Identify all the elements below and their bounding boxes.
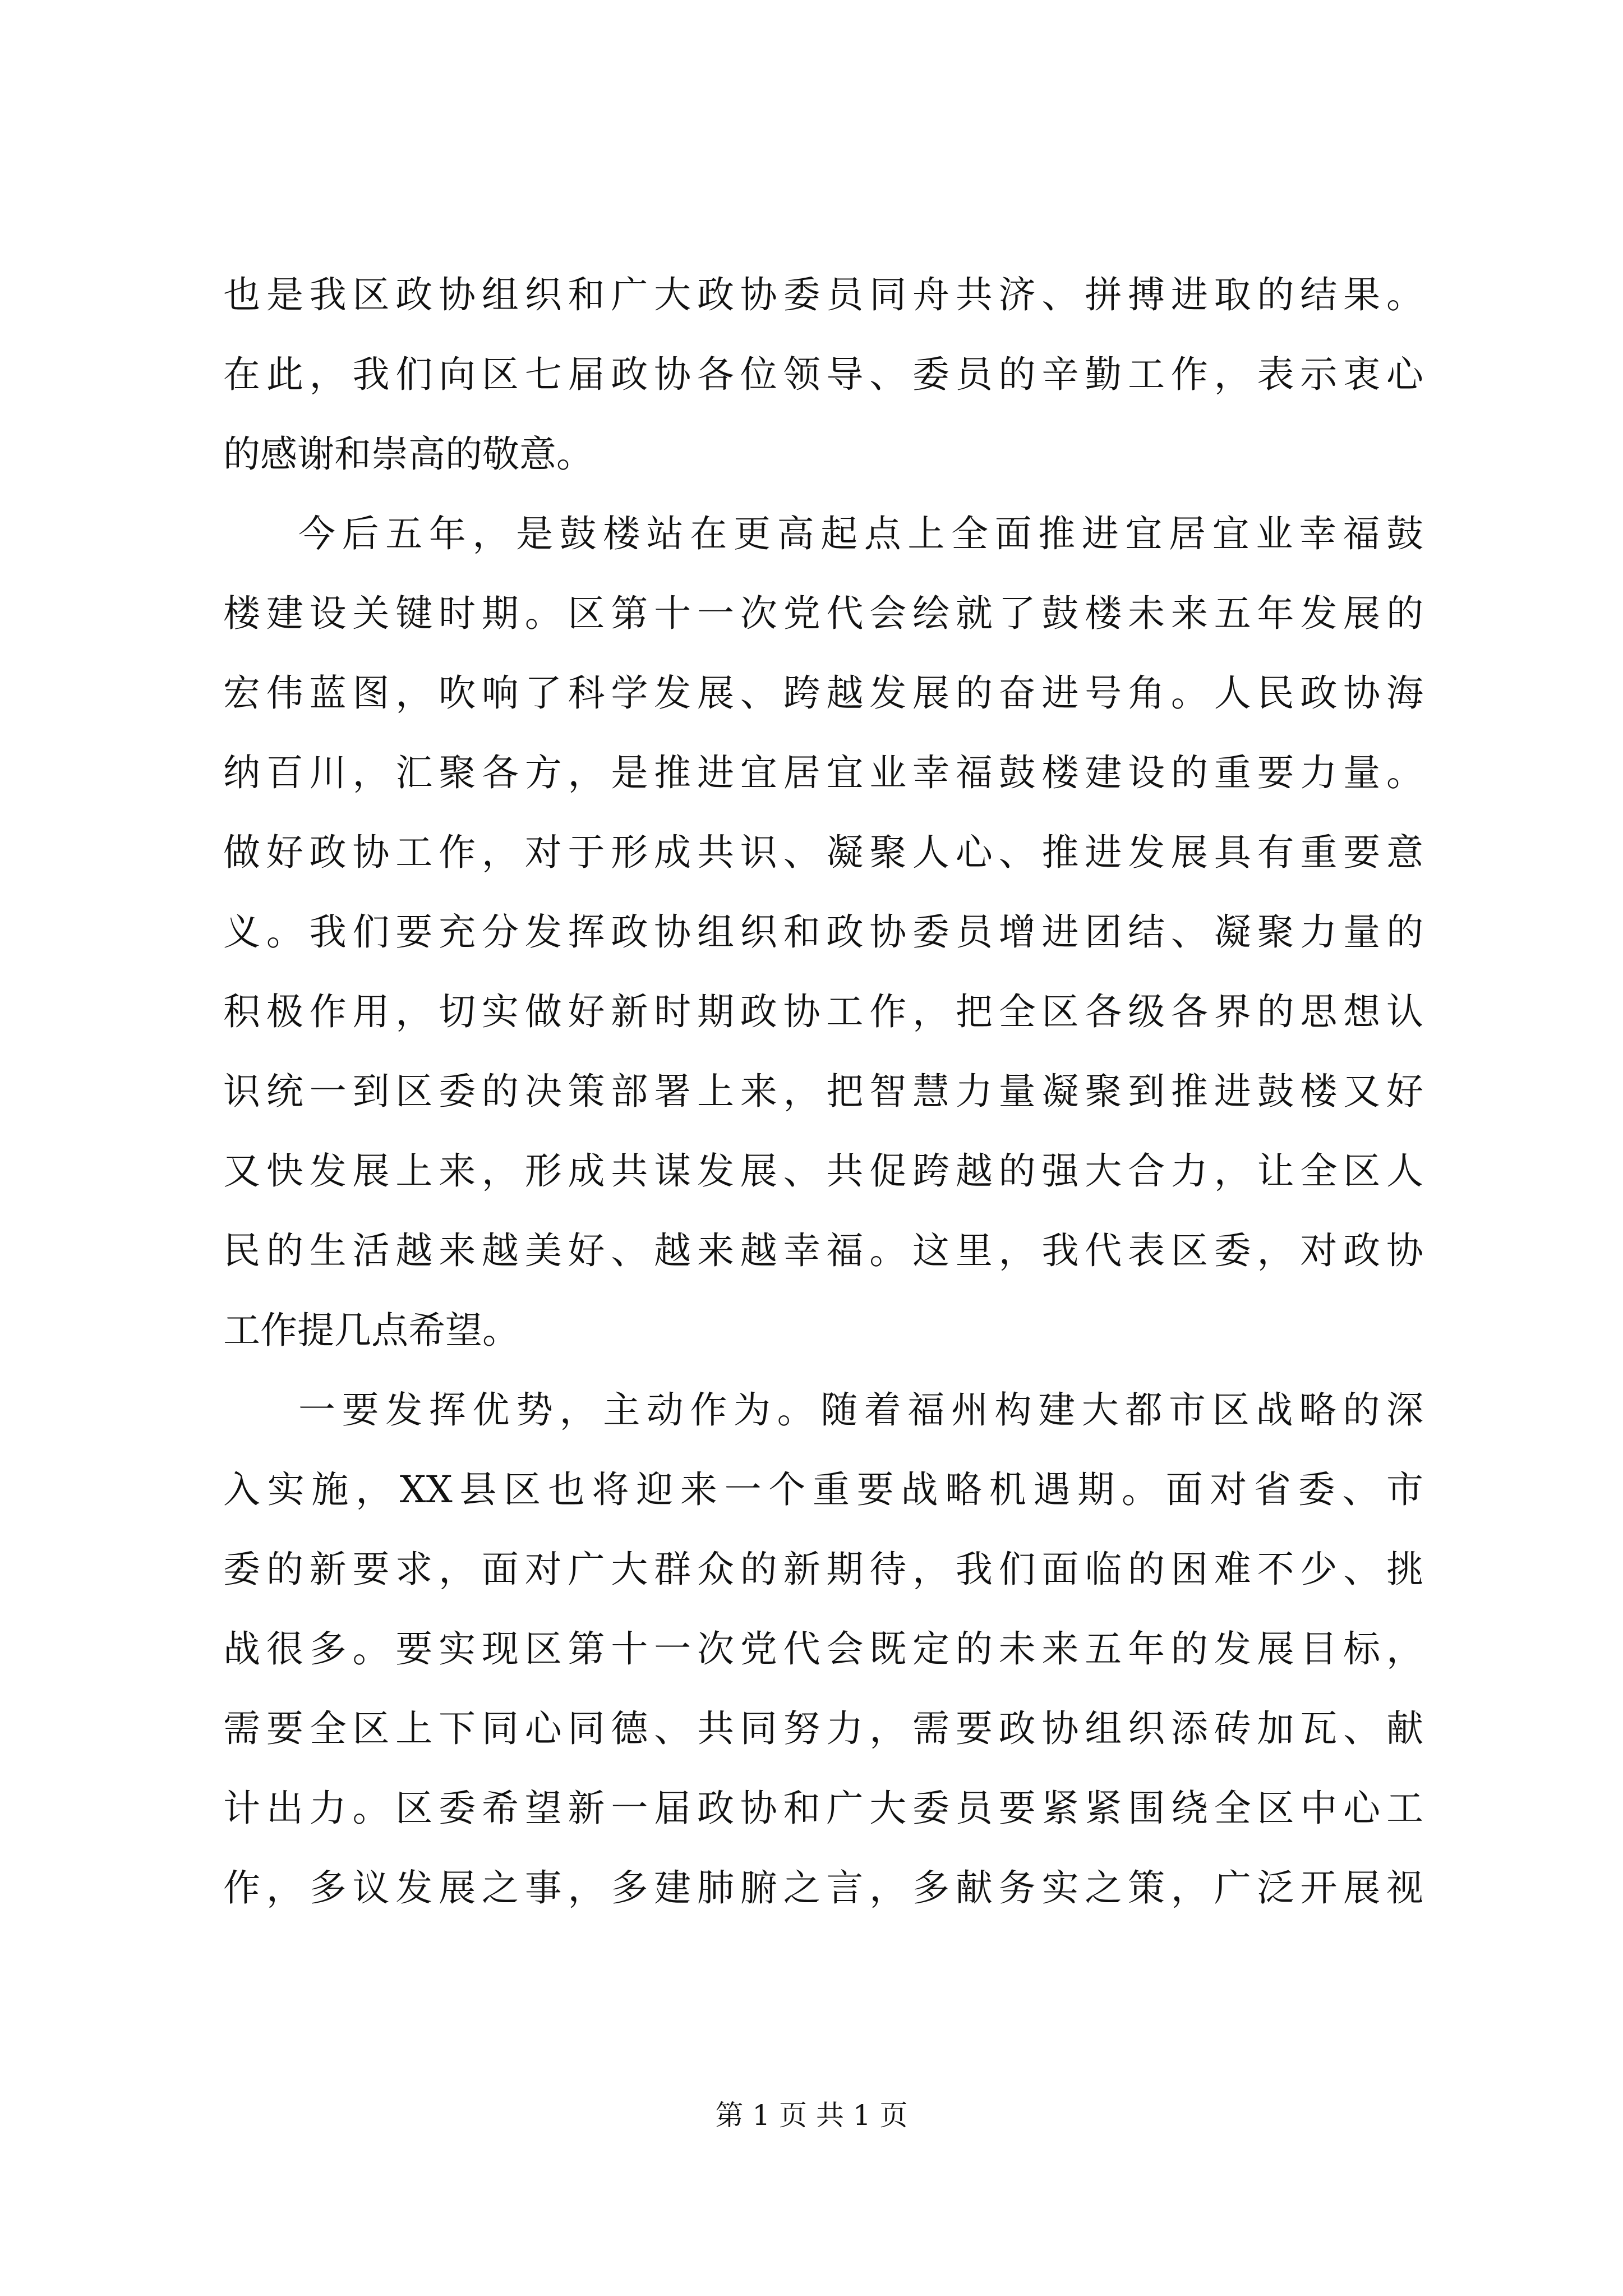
text-line: 也是我区政协组织和广大政协委员同舟共济、拼搏进取的结果。 [223,273,1423,316]
text-line: 在此，我们向区七届政协各位领导、委员的辛勤工作，表示衷心 [223,353,1423,396]
document-body [223,255,1423,1928]
text-line: 的感谢和崇高的敬意。 [223,432,593,476]
text-line: 又快发展上来，形成共谋发展、共促跨越的强大合力，让全区人 [223,1149,1423,1193]
page-number: 第 1 页 共 1 页 [715,2099,908,2132]
text-line: 楼建设关键时期。区第十一次党代会绘就了鼓楼未来五年发展的 [223,592,1423,635]
text-line: 工作提几点希望。 [223,1309,519,1352]
page-footer [0,2096,1623,2135]
text-line: 积极作用，切实做好新时期政协工作，把全区各级各界的思想认 [223,990,1423,1033]
paragraph [223,1370,1423,1928]
text-line: 需要全区上下同心同德、共同努力，需要政协组织添砖加瓦、献 [223,1707,1423,1750]
text-line: 做好政协工作，对于形成共识、凝聚人心、推进发展具有重要意 [223,831,1423,874]
text-line: 入实施，XX县区也将迎来一个重要战略机遇期。面对省委、市 [223,1468,1423,1511]
text-line: 纳百川，汇聚各方，是推进宜居宜业幸福鼓楼建设的重要力量。 [223,751,1423,794]
paragraph [223,255,1423,494]
text-line: 民的生活越来越美好、越来越幸福。这里，我代表区委，对政协 [223,1229,1423,1272]
text-line: 委的新要求，面对广大群众的新期待，我们面临的困难不少、挑 [223,1548,1423,1591]
text-line: 义。我们要充分发挥政协组织和政协委员增进团结、凝聚力量的 [223,910,1423,954]
text-line: 计出力。区委希望新一届政协和广大委员要紧紧围绕全区中心工 [223,1787,1423,1830]
paragraph [223,494,1423,1370]
text-line: 一要发挥优势，主动作为。随着福州构建大都市区战略的深 [298,1388,1423,1432]
text-line: 宏伟蓝图，吹响了科学发展、跨越发展的奋进号角。人民政协海 [223,671,1423,715]
text-line: 今后五年，是鼓楼站在更高起点上全面推进宜居宜业幸福鼓 [298,512,1423,555]
text-line: 作，多议发展之事，多建肺腑之言，多献务实之策，广泛开展视 [223,1866,1423,1910]
text-line: 战很多。要实现区第十一次党代会既定的未来五年的发展目标， [223,1627,1423,1671]
text-line: 识统一到区委的决策部署上来，把智慧力量凝聚到推进鼓楼又好 [223,1070,1423,1113]
